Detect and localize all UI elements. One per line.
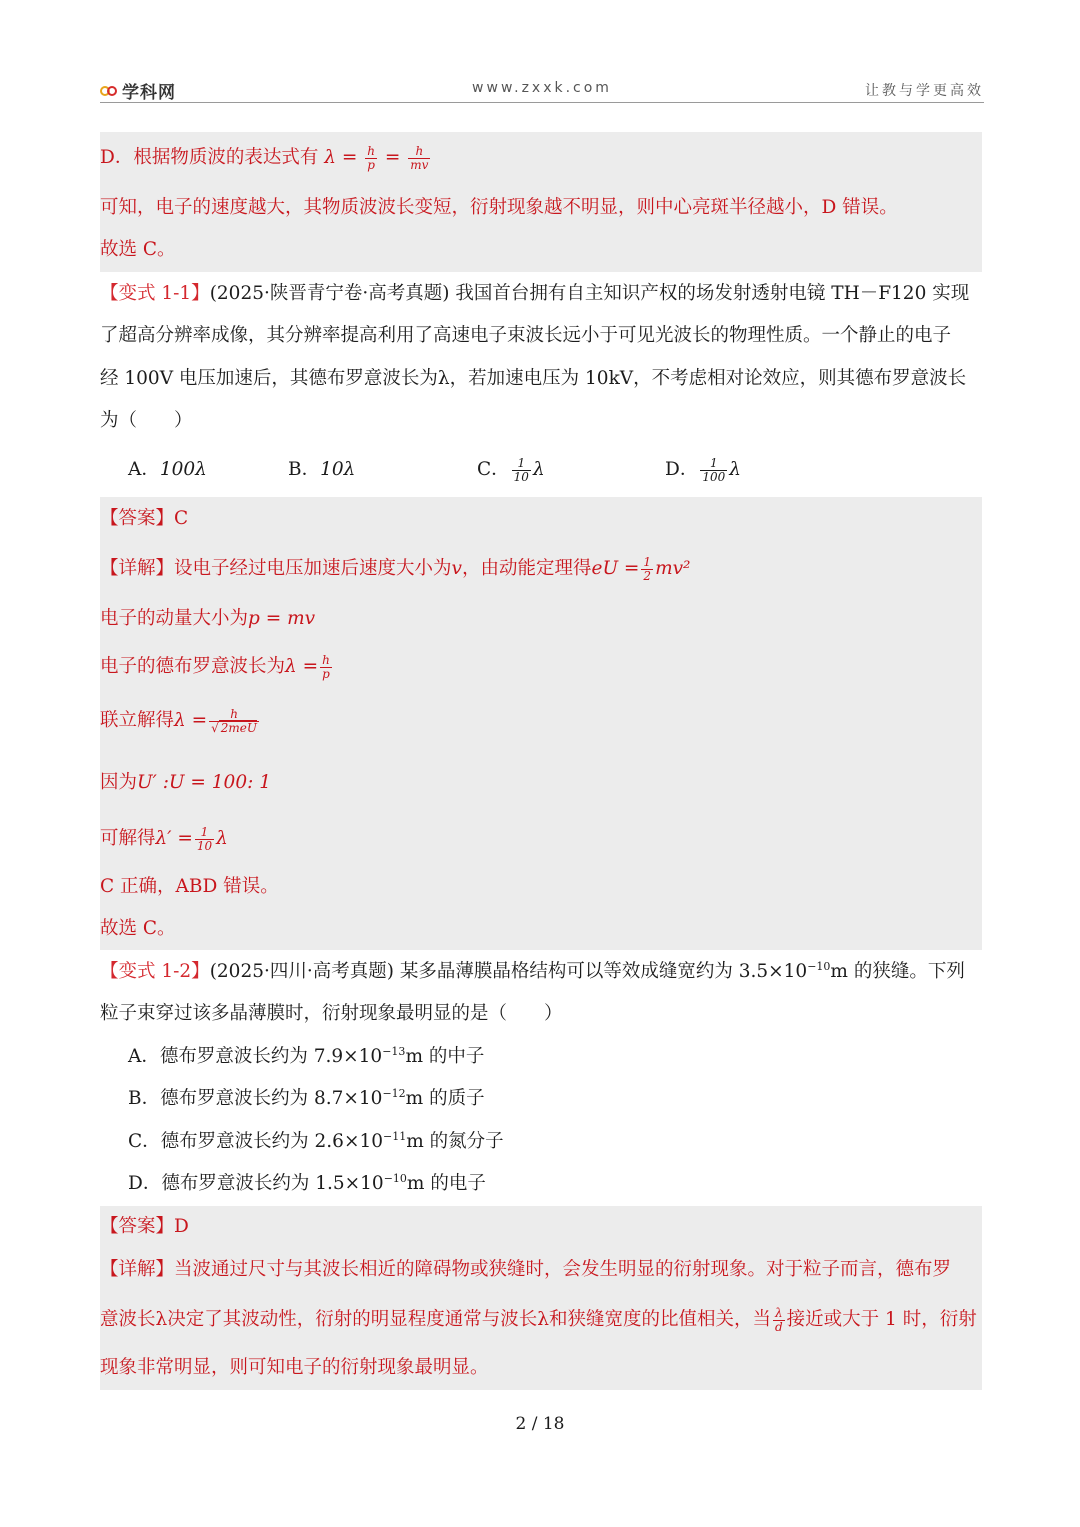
detail-tag: 【详解】 <box>100 1259 175 1280</box>
exponent: −10 <box>383 1172 407 1185</box>
detail-line <box>100 605 315 633</box>
formula: p = mv <box>248 608 316 629</box>
option-a <box>128 1043 484 1071</box>
fraction <box>320 654 332 681</box>
detail-line: C 正确，ABD 错误。 <box>100 876 279 897</box>
previous-solution-block <box>100 132 982 272</box>
answer-block-1-2 <box>100 1206 982 1390</box>
option-value: 10λ <box>320 459 356 480</box>
logo-text: 学科网 <box>122 83 176 103</box>
answer-tag: 【答案】 <box>100 508 175 529</box>
detail-line <box>100 1256 951 1284</box>
option-b <box>128 1085 485 1113</box>
fraction <box>641 556 653 583</box>
question-1-1 <box>100 272 982 496</box>
exponent: −13 <box>382 1045 406 1058</box>
detail-line <box>100 555 690 583</box>
text: 因为 <box>100 772 138 793</box>
numerator: h <box>230 706 238 721</box>
text: 接近或大于 1 时，衍射 <box>786 1309 977 1330</box>
exponent: −10 <box>807 960 831 973</box>
exponent: −12 <box>382 1087 406 1100</box>
denominator: 10 <box>196 838 213 853</box>
text: 联立解得 <box>100 710 175 731</box>
text: 电子的动量大小为 <box>100 608 249 629</box>
formula: eU = <box>591 558 640 579</box>
symbol: λ <box>216 828 228 849</box>
text: D．根据物质波的表达式有 <box>100 147 319 168</box>
question-line <box>100 280 969 308</box>
page-number: 2 / 18 <box>515 1414 565 1434</box>
fraction <box>700 457 727 484</box>
page-header <box>100 74 984 103</box>
question-line <box>100 958 965 986</box>
text: m 的电子 <box>406 1173 486 1194</box>
option-d <box>128 1170 486 1198</box>
detail-line <box>100 825 228 853</box>
formula: U′ :U = 100: 1 <box>137 772 271 793</box>
question-line: 粒子束穿过该多晶薄膜时，衍射现象最明显的是（ ） <box>100 1003 563 1024</box>
text: ，由动能定理得 <box>461 558 592 579</box>
fraction <box>773 1307 785 1334</box>
formula: λ = <box>324 147 358 168</box>
text: 可解得 <box>100 828 156 849</box>
question-line: 经 100V 电压加速后，其德布罗意波长为λ，若加速电压为 10kV，不考虑相对论效应，则其德布罗意波长 <box>100 368 967 389</box>
question-1-2 <box>100 950 982 1206</box>
denominator: d <box>774 1319 783 1334</box>
detail-line <box>100 653 334 681</box>
site-url: www.zxxk.com <box>472 80 612 96</box>
text: (2025·陕晋青宁卷·高考真题) 我国首台拥有自主知识产权的场发射透射电镜 TH－F120 实现 <box>209 283 970 304</box>
option-a <box>128 456 207 484</box>
text: 当波通过尺寸与其波长相近的障碍物或狭缝时，会发生明显的衍射现象。对于粒子而言，德布罗 <box>174 1259 952 1280</box>
numerator: 1 <box>200 824 209 839</box>
answer-block-1-1 <box>100 497 982 950</box>
numerator: h <box>322 652 330 667</box>
slogan: 让教与学更高效 <box>865 83 984 99</box>
answer-tag: 【答案】 <box>100 1216 175 1237</box>
sqrt-content: 2meU <box>220 720 258 735</box>
text: (2025·四川·高考真题) 某多晶薄膜晶格结构可以等效成缝宽约为 3.5×10 <box>209 961 808 982</box>
numerator: 1 <box>643 554 652 569</box>
option-value: 100λ <box>159 459 207 480</box>
text: m 的狭缝。下列 <box>830 961 965 982</box>
symbol: λ <box>729 459 741 480</box>
option-d-analysis <box>100 144 432 172</box>
text: C．德布罗意波长约为 2.6×10 <box>128 1131 383 1152</box>
detail-line: 现象非常明显，则可知电子的衍射现象最明显。 <box>100 1357 489 1378</box>
detail-line <box>100 707 261 735</box>
text: m 的质子 <box>405 1088 485 1109</box>
answer-line <box>100 505 188 533</box>
text: B．德布罗意波长约为 8.7×10 <box>128 1088 383 1109</box>
denominator: 100 <box>702 469 726 484</box>
question-tag: 【变式 1-1】 <box>100 283 210 304</box>
question-line: 为（ ） <box>100 410 193 431</box>
numerator: 1 <box>517 455 526 470</box>
denominator: p <box>322 666 330 681</box>
text: m 的中子 <box>405 1046 485 1067</box>
answer-line <box>100 1213 189 1241</box>
formula: λ = <box>174 710 208 731</box>
numerator: 1 <box>709 455 718 470</box>
denominator: 10 <box>513 469 529 484</box>
numerator: λ <box>775 1305 783 1320</box>
text: m 的氮分子 <box>406 1131 504 1152</box>
option-label: C． <box>477 459 510 480</box>
option-c <box>128 1128 504 1156</box>
option-label: D． <box>665 459 699 480</box>
final-answer: 故选 C。 <box>100 239 176 260</box>
formula: mv² <box>655 558 691 579</box>
detail-line <box>100 1306 977 1334</box>
text: 设电子经过电压加速后速度大小为 <box>174 558 452 579</box>
option-label: B． <box>288 459 321 480</box>
denominator: √ 2meU <box>211 720 258 735</box>
question-tag: 【变式 1-2】 <box>100 961 210 982</box>
option-label: A． <box>128 459 160 480</box>
numerator: h <box>415 143 424 158</box>
answer-value: C <box>174 508 189 529</box>
exponent: −11 <box>383 1130 407 1143</box>
text: 意波长λ决定了其波动性，衍射的明显程度通常与波长λ和狭缝宽度的比值相关，当 <box>100 1309 771 1330</box>
fraction <box>408 145 430 172</box>
text: A．德布罗意波长约为 7.9×10 <box>128 1046 383 1067</box>
denominator: mv <box>410 157 429 172</box>
fraction <box>512 457 531 484</box>
detail-line: 故选 C。 <box>100 918 176 939</box>
formula: λ = <box>285 656 319 677</box>
fraction <box>365 145 377 172</box>
symbol: λ <box>532 459 545 480</box>
numerator: h <box>367 143 375 158</box>
answer-value: D <box>174 1216 189 1237</box>
detail-tag: 【详解】 <box>100 558 175 579</box>
option-c <box>477 456 545 484</box>
text: D．德布罗意波长约为 1.5×10 <box>128 1173 384 1194</box>
option-d <box>665 456 741 484</box>
denominator: 2 <box>643 568 652 583</box>
formula: λ′ = <box>155 828 193 849</box>
denominator: p <box>367 157 375 172</box>
option-b <box>288 456 355 484</box>
equals: = <box>384 147 401 168</box>
question-line: 了超高分辨率成像，其分辨率提高利用了高速电子束波长远小于可见光波长的物理性质。一个静止的电子 <box>100 325 952 346</box>
text: 电子的德布罗意波长为 <box>100 656 286 677</box>
fraction <box>209 708 259 735</box>
fraction <box>195 826 214 853</box>
detail-line <box>100 769 271 797</box>
variable: v <box>451 558 462 579</box>
conclusion-text: 可知，电子的速度越大，其物质波波长变短，衍射现象越不明显，则中心亮斑半径越小，D 错误。 <box>100 197 898 218</box>
